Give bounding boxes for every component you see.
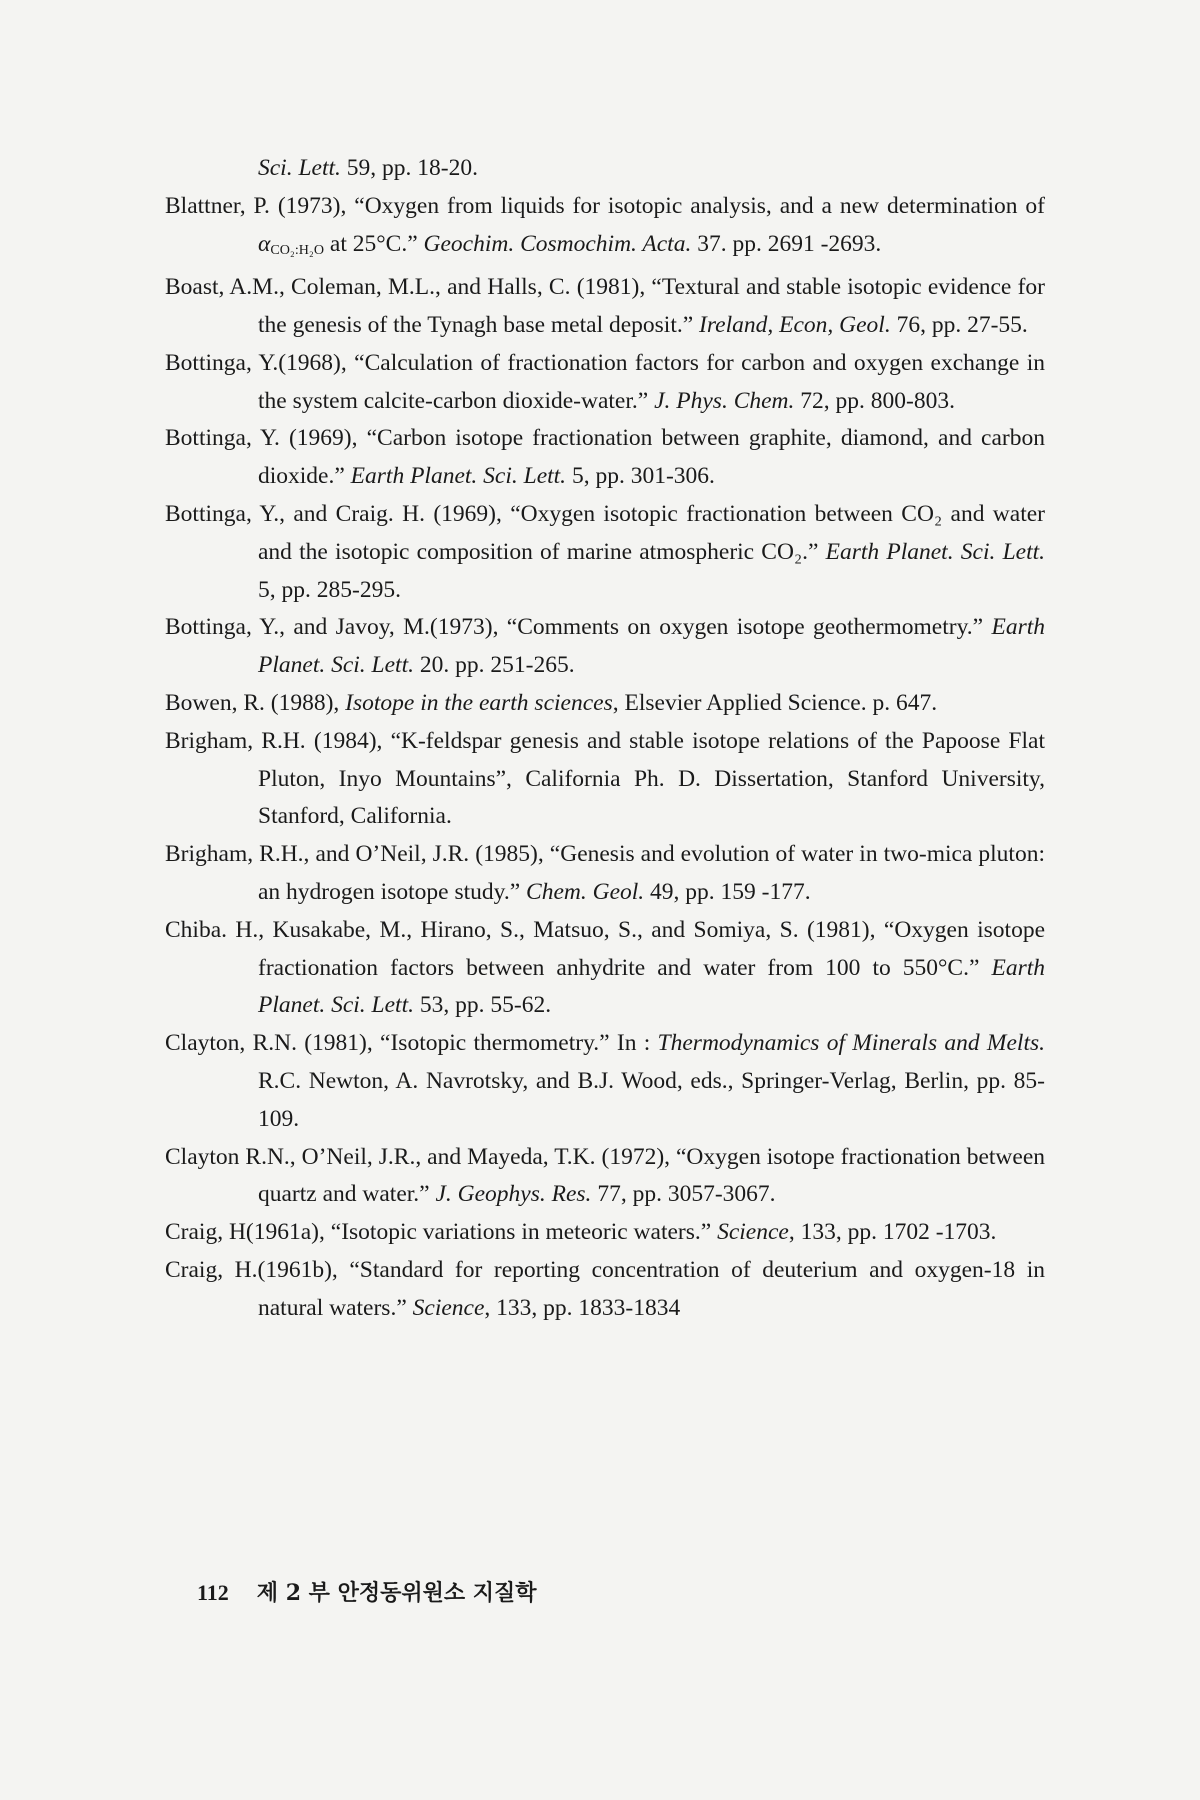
reference-text: 5, pp. 301-306. <box>566 463 715 490</box>
reference-entry <box>165 685 1045 723</box>
reference-text: Bottinga, Y.(1968), “Calculation of fractionation factors for carbon and oxygen exchange in the system calcite-carbon dioxide-water.” <box>165 349 1045 414</box>
reference-italic-text: J. Phys. Chem. <box>654 387 795 414</box>
reference-list <box>165 150 1045 1328</box>
reference-text: Bottinga, Y., and Javoy, M.(1973), “Comments on oxygen isotope geothermometry.” <box>165 614 992 641</box>
reference-text: Craig, H.(1961b), “Standard for reporting concentration of deuterium and oxygen-18 in natural waters.” <box>165 1256 1045 1321</box>
reference-text: Brigham, R.H., and O’Neil, J.R. (1985), “Genesis and evolution of water in two-mica pluton: an hydrogen isotope study.” <box>165 841 1045 905</box>
reference-italic-text: Earth Planet. Sci. Lett. <box>350 463 567 490</box>
reference-text: Boast, A.M., Coleman, M.L., and Halls, C. (1981), “Textural and stable isotopic evidence for the genesis of the Tynagh base metal deposit.” <box>165 274 1045 338</box>
reference-text: Craig, H(1961a), “Isotopic variations in meteoric waters.” <box>165 1219 718 1246</box>
reference-text: Clayton, R.N. (1981), “Isotopic thermometry.” In : <box>165 1030 658 1057</box>
reference-entry <box>165 836 1045 912</box>
reference-entry <box>165 496 1045 609</box>
reference-italic-text: Sci. Lett. <box>258 155 341 181</box>
reference-text: Blattner, P. (1973), “Oxygen from liquids for isotopic analysis, and a new determination of <box>165 192 1045 219</box>
reference-italic-text: Geochim. Cosmochim. Acta. <box>423 230 692 257</box>
reference-entry <box>165 269 1045 345</box>
reference-italic-text: Earth Planet. Sci. Lett. <box>258 614 1045 679</box>
page-number: 112 <box>197 1580 229 1605</box>
reference-text: Chiba. H., Kusakabe, M., Hirano, S., Matsuo, S., and Somiya, S. (1981), “Oxygen isotope fractionation factors between anhydrite and water from 100 to 550°C.” <box>165 916 1045 981</box>
reference-entry <box>165 345 1045 421</box>
reference-italic-text: J. Geophys. Res. <box>435 1181 592 1208</box>
reference-entry <box>165 912 1045 1025</box>
reference-text: 5, pp. 285-295. <box>258 576 401 603</box>
reference-entry <box>165 1214 1045 1252</box>
reference-italic-text: Earth Planet. Sci. Lett. <box>825 538 1045 565</box>
reference-text: 59, pp. 18-20. <box>340 155 478 181</box>
reference-entry <box>165 188 1045 269</box>
reference-text: , 133, pp. 1702 -1703. <box>788 1219 997 1246</box>
reference-text: , Elsevier Applied Science. p. 647. <box>612 689 938 716</box>
reference-entry <box>165 150 1045 188</box>
reference-text: 53, pp. 55-62. <box>414 992 552 1019</box>
reference-italic-text: Earth Planet. Sci. Lett. <box>258 954 1045 1019</box>
reference-entry <box>165 420 1045 496</box>
reference-italic-text: α <box>258 230 271 257</box>
reference-italic-text: Science <box>717 1219 789 1246</box>
reference-entry <box>165 1252 1045 1328</box>
section-title: 제 2 부 안정동위원소 지질학 <box>256 1580 537 1606</box>
reference-italic-text: Isotope in the earth sciences <box>345 689 613 716</box>
reference-entry <box>165 609 1045 685</box>
reference-italic-text: Chem. Geol. <box>526 878 645 905</box>
reference-text: CO₂:H₂O <box>270 241 325 258</box>
reference-text: Brigham, R.H. (1984), “K-feldspar genesis and stable isotope relations of the Papoose Flat Pluton, Inyo Mountains”, California Ph. D. Dissertation, Stanford University, Stanford, California. <box>165 727 1045 830</box>
reference-text: 20. pp. 251-265. <box>414 652 575 679</box>
reference-text: Bowen, R. (1988), <box>165 689 346 716</box>
reference-text: 37. pp. 2691 -2693. <box>691 230 882 257</box>
page-footer <box>197 1576 537 1607</box>
reference-text: R.C. Newton, A. Navrotsky, and B.J. Wood, eds., Springer-Verlag, Berlin, pp. 85-109. <box>258 1067 1045 1132</box>
reference-text: 77, pp. 3057-3067. <box>591 1181 776 1208</box>
reference-italic-text: Science <box>412 1294 485 1321</box>
reference-text: Bottinga, Y. (1969), “Carbon isotope fractionation between graphite, diamond, and carbon dioxide.” <box>165 425 1045 490</box>
reference-text: at 25°C.” <box>324 230 424 257</box>
reference-italic-text: Ireland, Econ, Geol. <box>699 312 891 338</box>
reference-text: , 133, pp. 1833-1834 <box>484 1294 681 1321</box>
reference-text: Bottinga, Y., and Craig. H. (1969), “Oxygen isotopic fractionation between CO₂ and water and the isotopic composition of marine atmospheric CO₂.” <box>165 500 1045 565</box>
reference-entry <box>165 1139 1045 1215</box>
reference-text: Clayton R.N., O’Neil, J.R., and Mayeda, T.K. (1972), “Oxygen isotope fractionation between quartz and water.” <box>165 1143 1045 1208</box>
reference-entry <box>165 1025 1045 1138</box>
reference-entry <box>165 723 1045 836</box>
reference-text: 49, pp. 159 -177. <box>644 878 811 905</box>
reference-text: 72, pp. 800-803. <box>794 387 955 414</box>
reference-italic-text: Thermodynamics of Minerals and Melts. <box>657 1030 1045 1057</box>
reference-text: 76, pp. 27-55. <box>890 312 1028 338</box>
